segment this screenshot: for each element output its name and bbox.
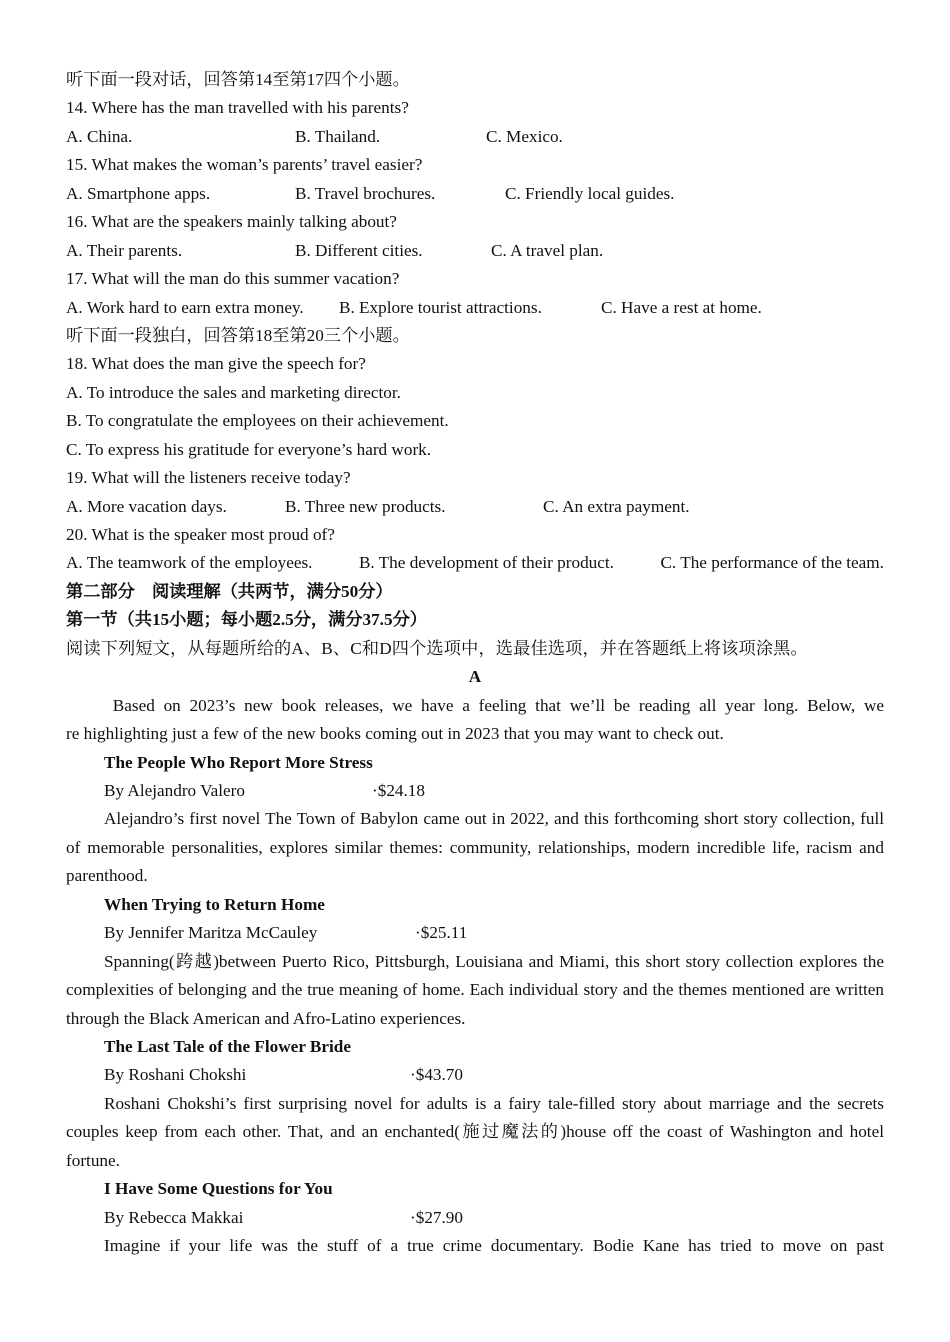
dialog-instruction: 听下面一段对话，回答第14至第17四个小题。 bbox=[66, 70, 410, 89]
option-a: A. Their parents. bbox=[66, 240, 183, 260]
book-author: By Alejandro Valero bbox=[104, 780, 245, 800]
option-b: B. Thailand. bbox=[295, 126, 381, 146]
book-byline bbox=[66, 1204, 884, 1232]
book-description bbox=[66, 1232, 884, 1260]
option-a: A. To introduce the sales and marketing director. bbox=[66, 382, 401, 402]
question-17: 17. What will the man do this summer vacation? bbox=[66, 269, 400, 289]
book-price: ·$25.11 bbox=[415, 923, 468, 943]
option-a: A. More vacation days. bbox=[66, 496, 227, 516]
question-20-options bbox=[66, 549, 884, 577]
part-two-title: 第二部分 阅读理解（共两节，满分50分） bbox=[66, 581, 393, 601]
book-title: The Last Tale of the Flower Bride bbox=[104, 1036, 351, 1056]
question-19-options bbox=[66, 493, 884, 521]
book-author: By Rebecca Makkai bbox=[104, 1207, 244, 1227]
option-a: A. China. bbox=[66, 126, 133, 146]
option-c: C. An extra payment. bbox=[543, 496, 690, 516]
question-18: 18. What does the man give the speech for? bbox=[66, 354, 366, 374]
option-c: C. Friendly local guides. bbox=[505, 183, 675, 203]
book-title: When Trying to Return Home bbox=[104, 894, 325, 914]
option-c: C. The performance of the team. bbox=[660, 553, 884, 573]
passage-label: A bbox=[468, 667, 482, 687]
question-20: 20. What is the speaker most proud of? bbox=[66, 525, 335, 544]
book-description bbox=[66, 1090, 884, 1175]
monolog-instruction: 听下面一段独白，回答第18至第20三个小题。 bbox=[66, 325, 410, 345]
book-byline bbox=[66, 1061, 884, 1089]
book-byline bbox=[66, 777, 884, 805]
book-description bbox=[66, 948, 884, 1033]
book-author: By Roshani Chokshi bbox=[104, 1065, 247, 1085]
question-15: 15. What makes the woman’s parents’ travel easier? bbox=[66, 155, 423, 175]
option-c: C. Have a rest at home. bbox=[601, 297, 762, 317]
option-b: B. Different cities. bbox=[295, 240, 423, 260]
question-19: 19. What will the listeners receive today? bbox=[66, 468, 351, 488]
option-b: B. Travel brochures. bbox=[295, 183, 436, 203]
option-b: B. To congratulate the employees on their achievement. bbox=[66, 411, 449, 431]
book-description-text: Alejandro’s first novel The Town of Babylon came out in 2022, and this forthcoming short story collection, full of memorable personalities, explores similar themes: community, relationships, modern incredible life, racism and parenthood. bbox=[66, 809, 884, 886]
question-14: 14. Where has the man travelled with his parents? bbox=[66, 98, 409, 118]
book-description bbox=[66, 805, 884, 890]
option-b: B. Three new products. bbox=[285, 496, 446, 516]
exam-page bbox=[66, 66, 884, 1261]
option-a: A. The teamwork of the employees. bbox=[66, 553, 313, 573]
intro-line-1 bbox=[66, 692, 884, 720]
reading-instruction: 阅读下列短文，从每题所给的A、B、C和D四个选项中，选最佳选项，并在答题纸上将该项涂黑。 bbox=[66, 638, 808, 658]
option-a: A. Work hard to earn extra money. bbox=[66, 297, 304, 317]
option-a: A. Smartphone apps. bbox=[66, 183, 211, 203]
book-description-text: Roshani Chokshi’s first surprising novel for adults is a fairy tale-filled story about marriage and the secrets couples keep from each other. That, and an enchanted(施过魔法的)house off the coast of Washington and hotel fortune. bbox=[66, 1093, 884, 1170]
question-17-options bbox=[66, 294, 884, 322]
book-title: I Have Some Questions for You bbox=[104, 1179, 333, 1199]
option-c: C. Mexico. bbox=[486, 126, 563, 146]
book-description-text: Spanning(跨越)between Puerto Rico, Pittsburgh, Louisiana and Miami, this short story collection explores the complexities of belonging and the true meaning of home. Each individual story and the themes mentioned are written through the Black American and Afro-Latino experiences. bbox=[66, 951, 884, 1028]
option-c: C. A travel plan. bbox=[491, 240, 604, 260]
question-14-options bbox=[66, 123, 884, 151]
intro-line-2: re highlighting just a few of the new books coming out in 2023 that you may want to check out. bbox=[66, 724, 724, 744]
book-byline bbox=[66, 919, 884, 947]
option-c: C. To express his gratitude for everyone’s hard work. bbox=[66, 439, 432, 459]
book-title: The People Who Report More Stress bbox=[104, 752, 373, 772]
book-description-text: Imagine if your life was the stuff of a true crime documentary. Bodie Kane has tried to move on past bbox=[104, 1236, 884, 1256]
question-15-options bbox=[66, 180, 884, 208]
book-price: ·$43.70 bbox=[410, 1065, 463, 1085]
question-16-options bbox=[66, 237, 884, 265]
book-price: ·$27.90 bbox=[410, 1207, 463, 1227]
book-price: ·$24.18 bbox=[372, 780, 425, 800]
option-b: B. The development of their product. bbox=[358, 553, 614, 573]
option-b: B. Explore tourist attractions. bbox=[339, 297, 542, 317]
question-16: 16. What are the speakers mainly talking about? bbox=[66, 212, 397, 232]
book-author: By Jennifer Maritza McCauley bbox=[104, 923, 318, 943]
section-one-title: 第一节（共15小题；每小题2.5分，满分37.5分） bbox=[66, 610, 427, 630]
intro-text-1: Based on 2023’s new book releases, we have a feeling that we’ll be reading all year long. Below, we bbox=[104, 695, 884, 715]
